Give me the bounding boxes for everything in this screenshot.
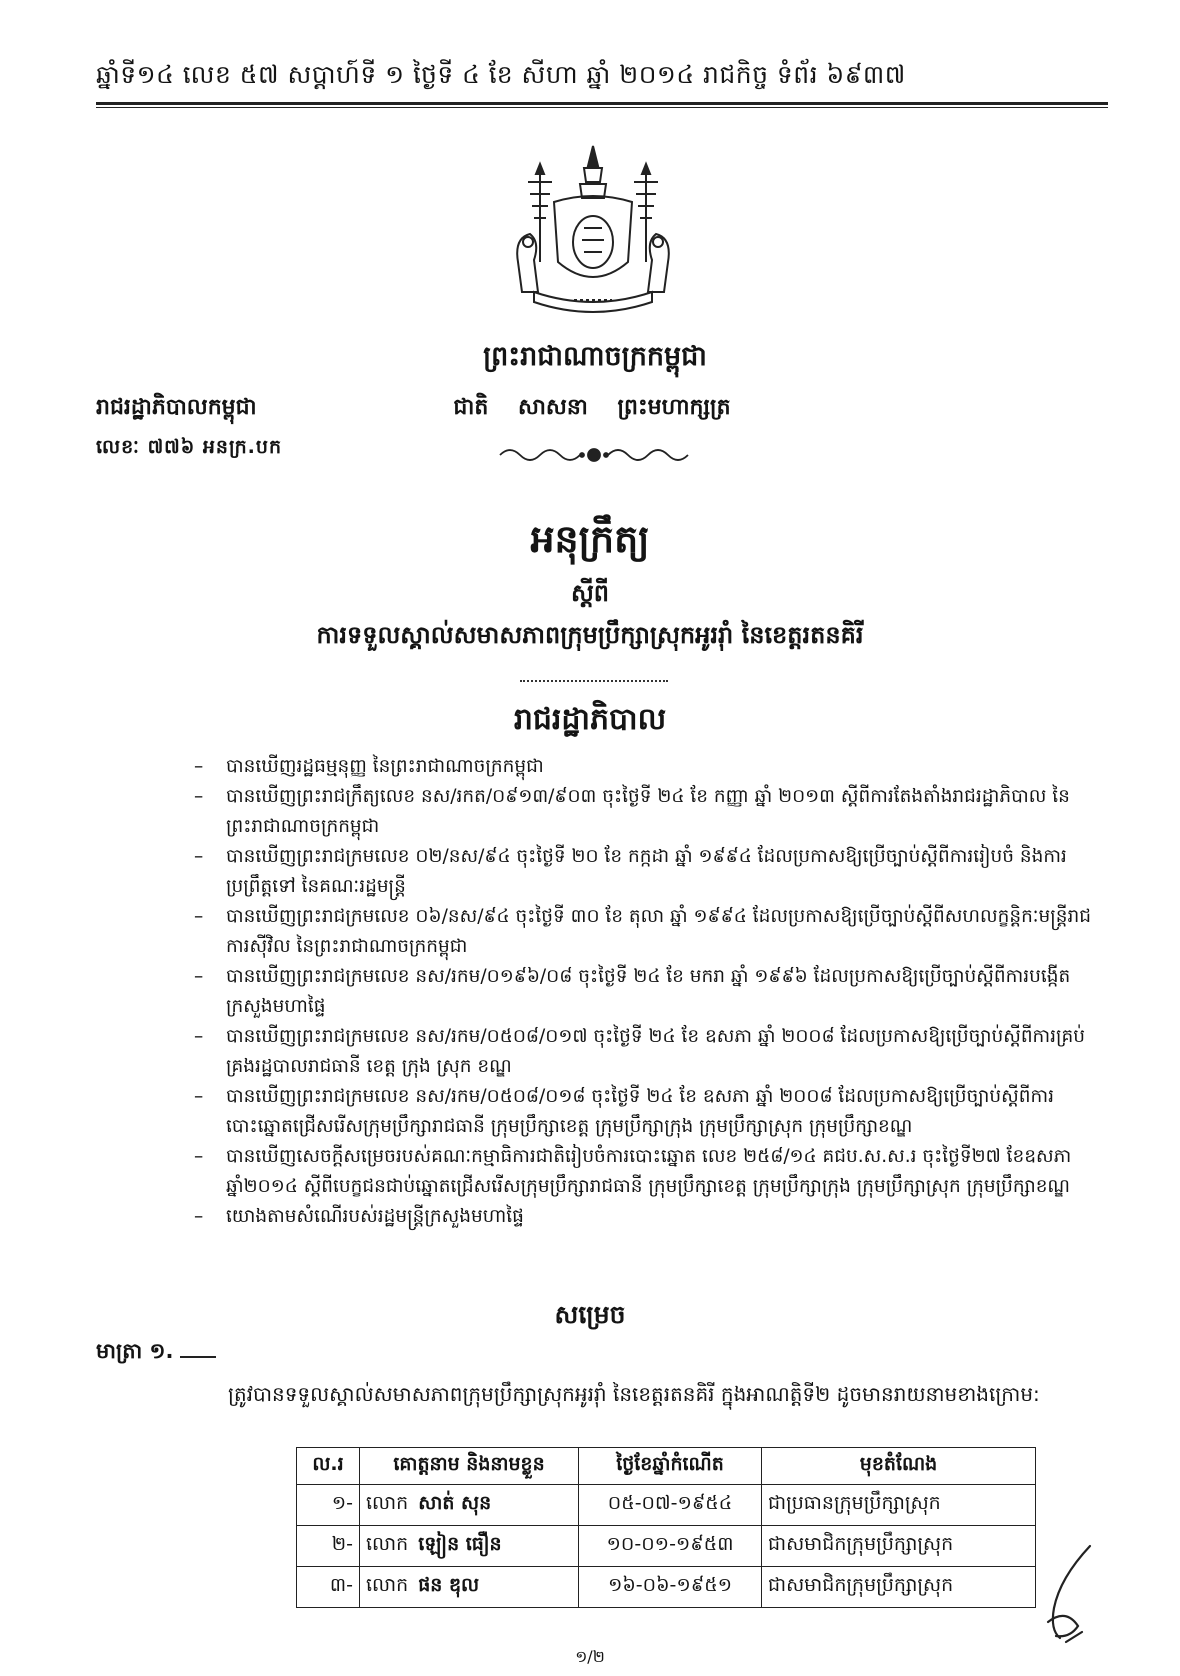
cell-role: ជាប្រធានក្រុមប្រឹក្សាស្រុក xyxy=(762,1485,1036,1526)
issuing-authority: រាជរដ្ឋាភិបាលកម្ពុជា xyxy=(96,395,257,420)
cell-role: ជាសមាជិកក្រុមប្រឹក្សាស្រុក xyxy=(762,1526,1036,1567)
cell-dob: ១៦-០៦-១៩៥១ xyxy=(579,1567,762,1608)
cell-name xyxy=(360,1485,579,1526)
table-row xyxy=(297,1526,1036,1567)
cell-name xyxy=(360,1567,579,1608)
reference-number: លេខៈ ៧៧៦ អនក្រ.បក xyxy=(96,436,283,458)
col-header-role: មុខតំណែង xyxy=(762,1448,1036,1485)
table-row xyxy=(297,1567,1036,1608)
col-header-no: ល.រ xyxy=(297,1448,360,1485)
member-name: ឡៀន ធឿន xyxy=(418,1533,502,1555)
cell-dob: ១០-០១-១៩៥៣ xyxy=(579,1526,762,1567)
members-table xyxy=(296,1447,1036,1608)
signature-icon xyxy=(1020,1538,1110,1648)
list-item: – បានឃើញរដ្ឋធម្មនុញ្ញ នៃព្រះរាជាណាចក្រកម្ពុជា xyxy=(190,752,1105,782)
list-item: – បានឃើញព្រះរាជក្រមលេខ នស/រកម/០១៩៦/០៨ ចុះថ្ងៃទី ២៤ ខែ មករា ឆ្នាំ ១៩៩៦ ដែលប្រកាសឱ្យប្រើច្បាប់ស្តីពីការបង្កើតក្រសួងមហាផ្ទៃ xyxy=(190,962,1105,1022)
list-item: – បានឃើញសេចក្តីសម្រេចរបស់គណៈកម្មាធិការជាតិរៀបចំការបោះឆ្នោត លេខ ២៥៨/១៤ គជប.ស.ស.រ ចុះថ្ងៃទី២៧ ខែឧសភា ឆ្នាំ២០១៤ ស្តីពីបេក្ខជនជាប់ឆ្នោតជ្រើសរើសក្រុមប្រឹក្សារាជធានី ក្រុមប្រឹក្សាខេត្ត ក្រុមប្រឹក្សាក្រុង ក្រុមប្រឹក្សាស្រុក ក្រុមប្រឹក្សាខណ្ឌ xyxy=(190,1142,1105,1202)
honorific: លោក xyxy=(366,1492,409,1514)
gazette-header: ឆ្នាំទី១៤ លេខ ៥៧ សប្តាហ៍ទី ១ ថ្ងៃទី ៤ ខែ សីហា ឆ្នាំ ២០១៤ រាជកិច្ច ទំព័រ ៦៩៣៧ xyxy=(96,60,906,89)
member-name: ផន ឌុល xyxy=(418,1574,480,1596)
list-item: – បានឃើញព្រះរាជក្រមលេខ នស/រកម/០៥០៨/០១៧ ចុះថ្ងៃទី ២៤ ខែ ឧសភា ឆ្នាំ ២០០៨ ដែលប្រកាសឱ្យប្រើច្បាប់ស្តីពីការគ្រប់គ្រងរដ្ឋបាលរាជធានី ខេត្ត ក្រុង ស្រុក ខណ្ឌ xyxy=(190,1022,1105,1082)
cell-no: ១- xyxy=(297,1485,360,1526)
kingdom-heading: ព្រះរាជាណាចក្រកម្ពុជា xyxy=(483,341,707,372)
scroll-ornament-icon xyxy=(496,443,692,467)
cell-name xyxy=(360,1526,579,1567)
authority-heading: រាជរដ្ឋាភិបាល xyxy=(513,702,667,737)
list-item: – បានឃើញព្រះរាជក្រមលេខ នស/រកម/០៥០៨/០១៨ ចុះថ្ងៃទី ២៤ ខែ ឧសភា ឆ្នាំ ២០០៨ ដែលប្រកាសឱ្យប្រើច្បាប់ស្តីពីការបោះឆ្នោតជ្រើសរើសក្រុមប្រឹក្សារាជធានី ក្រុមប្រឹក្សាខេត្ត ក្រុមប្រឹក្សាក្រុង ក្រុមប្រឹក្សាស្រុក ក្រុមប្រឹក្សាខណ្ឌ xyxy=(190,1082,1105,1142)
title-connector: ស្តីពី xyxy=(570,579,610,607)
list-item: – បានឃើញព្រះរាជក្រមលេខ ០៦/នស/៩៤ ចុះថ្ងៃទី ៣០ ខែ តុលា ឆ្នាំ ១៩៩៤ ដែលប្រកាសឱ្យប្រើច្បាប់ស្តីពីសហលក្ខន្តិកៈមន្ត្រីរាជការស៊ីវិល នៃព្រះរាជាណាចក្រកម្ពុជា xyxy=(190,902,1105,962)
decides-heading: សម្រេច xyxy=(554,1300,626,1329)
honorific: លោក xyxy=(366,1574,409,1596)
visas-list xyxy=(190,752,1105,1232)
table-header-row xyxy=(297,1448,1036,1485)
list-item: – បានឃើញព្រះរាជក្រឹត្យលេខ នស/រកត/០៩១៣/៩០៣ ចុះថ្ងៃទី ២៤ ខែ កញ្ញា ឆ្នាំ ២០១៣ ស្តីពីការតែងតាំងរាជរដ្ឋាភិបាល នៃព្រះរាជាណាចក្រកម្ពុជា xyxy=(190,782,1105,842)
page-number: ១/២ xyxy=(575,1647,605,1666)
member-name: សាត់ សុន xyxy=(418,1492,492,1514)
col-header-name: គោត្តនាម និងនាមខ្លួន xyxy=(360,1448,579,1485)
national-motto: ជាតិ សាសនា ព្រះមហាក្សត្រ xyxy=(453,395,731,420)
article-label: មាត្រា ១. xyxy=(96,1339,174,1363)
royal-arms-of-cambodia-icon xyxy=(504,142,682,324)
document-title: អនុក្រឹត្យ xyxy=(530,517,650,561)
cell-no: ២- xyxy=(297,1526,360,1567)
list-item: – យោងតាមសំណើរបស់រដ្ឋមន្ត្រីក្រសួងមហាផ្ទៃ xyxy=(190,1202,1105,1232)
table-row xyxy=(297,1485,1036,1526)
cell-no: ៣- xyxy=(297,1567,360,1608)
document-subject: ការទទួលស្គាល់សមាសភាពក្រុមប្រឹក្សាស្រុកអូររ៉ាំ នៃខេត្តរតនគិរី xyxy=(316,621,864,649)
list-item: – បានឃើញព្រះរាជក្រមលេខ ០២/នស/៩៤ ចុះថ្ងៃទី ២០ ខែ កក្កដា ឆ្នាំ ១៩៩៤ ដែលប្រកាសឱ្យប្រើច្បាប់ស្តីពីការរៀបចំ និងការប្រព្រឹត្តទៅ នៃគណៈរដ្ឋមន្ត្រី xyxy=(190,842,1105,902)
honorific: លោក xyxy=(366,1533,409,1555)
cell-role: ជាសមាជិកក្រុមប្រឹក្សាស្រុក xyxy=(762,1567,1036,1608)
header-rule-thin xyxy=(96,107,1108,108)
article-text: ត្រូវបានទទួលស្គាល់សមាសភាពក្រុមប្រឹក្សាស្រុកអូររ៉ាំ នៃខេត្តរតនគិរី ក្នុងអាណត្តិទី២ ដូចមានរាយនាមខាងក្រោម: xyxy=(228,1382,1040,1406)
cell-dob: ០៥-០៧-១៩៥៤ xyxy=(579,1485,762,1526)
article-dash xyxy=(180,1356,216,1358)
header-rule-thick xyxy=(96,102,1108,105)
col-header-dob: ថ្ងៃខែឆ្នាំកំណើត xyxy=(579,1448,762,1485)
title-divider xyxy=(520,680,668,682)
